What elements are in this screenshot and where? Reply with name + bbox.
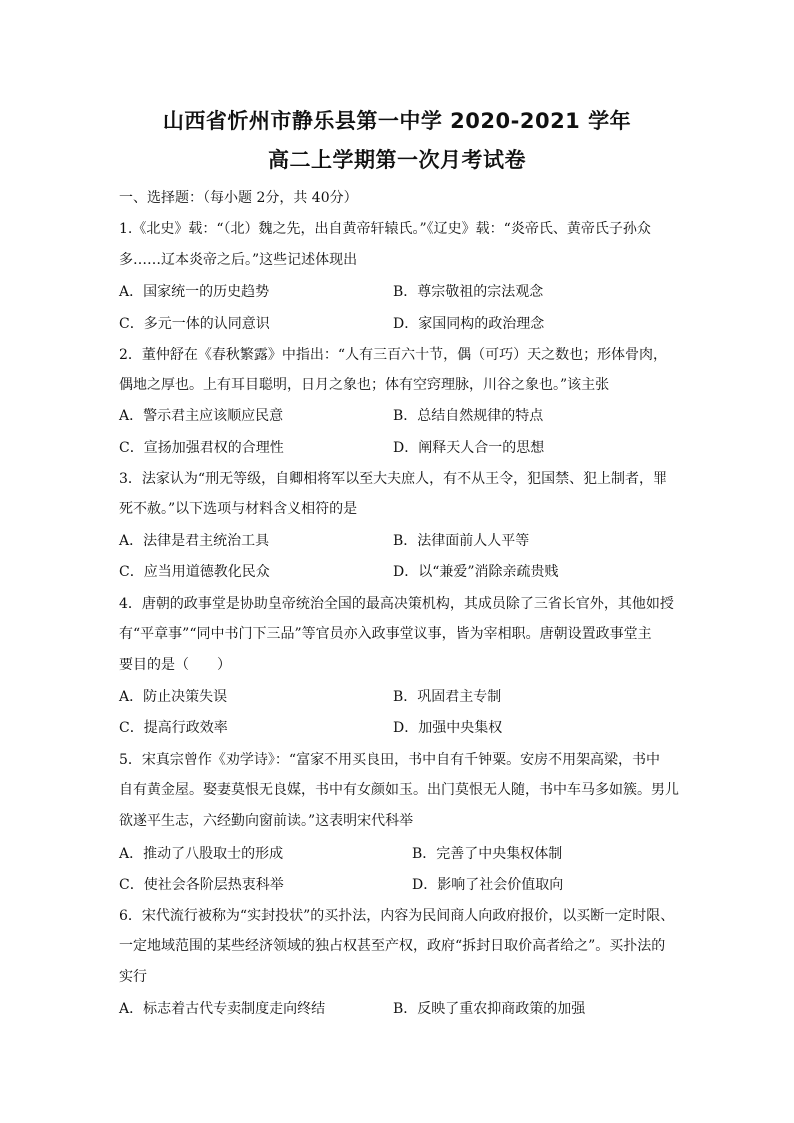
question-4-line-2: 有“平章事”“同中书门下三品”等官员亦入政事堂议事，皆为宰相职。唐朝设置政事堂主 bbox=[119, 626, 652, 642]
question-3-option-d: D．以“兼爱”消除亲疏贵贱 bbox=[393, 564, 559, 580]
question-3-option-a: A．法律是君主统治工具 bbox=[119, 533, 270, 549]
question-4-option-b: B．巩固君主专制 bbox=[393, 689, 502, 705]
question-6-line-3: 实行 bbox=[119, 969, 147, 985]
question-1-option-b: B．尊宗敬祖的宗法观念 bbox=[393, 284, 544, 300]
question-5-line-3: 欲遂平生志，六经勤向窗前读。”这表明宋代科举 bbox=[119, 813, 414, 829]
question-4-line-3: 要目的是（ ） bbox=[119, 657, 231, 673]
question-1-line-1: 1.《北史》载：“（北）魏之先，出自黄帝轩辕氏。”《辽史》载：“炎帝氏、黄帝氏子孙众 bbox=[119, 221, 651, 237]
question-5-option-b: B．完善了中央集权体制 bbox=[412, 846, 563, 862]
exam-title: 山西省忻州市静乐县第一中学 2020-2021 学年 bbox=[162, 109, 632, 133]
section-heading: 一、选择题：（每小题 2分，共 40分） bbox=[119, 190, 358, 206]
question-3-option-b: B．法律面前人人平等 bbox=[393, 533, 530, 549]
question-2-line-1: 2．董仲舒在《春秋繁露》中指出：“人有三百六十节，偶（可巧）天之数也；形体骨肉， bbox=[119, 347, 668, 363]
question-2-line-2: 偶地之厚也。上有耳目聪明，日月之象也；体有空窍理脉，川谷之象也。”该主张 bbox=[119, 377, 610, 393]
question-4-option-d: D．加强中央集权 bbox=[393, 720, 503, 736]
question-6-line-2: 一定地域范围的某些经济领域的独占权甚至产权，政府“拆封日取价高者给之”。买扑法的 bbox=[119, 938, 666, 954]
question-1-option-d: D．家国同构的政治理念 bbox=[393, 316, 545, 332]
question-5-option-a: A．推动了八股取士的形成 bbox=[119, 846, 284, 862]
question-6-option-b: B．反映了重农抑商政策的加强 bbox=[393, 1001, 586, 1017]
question-4-option-c: C．提高行政效率 bbox=[119, 720, 228, 736]
question-2-option-a: A．警示君主应该顺应民意 bbox=[119, 408, 284, 424]
exam-subtitle: 高二上学期第一次月考试卷 bbox=[268, 148, 526, 172]
question-1-line-2: 多……辽本炎帝之后。”这些记述体现出 bbox=[119, 252, 358, 268]
question-5-line-2: 自有黄金屋。娶妻莫恨无良媒，书中有女颜如玉。出门莫恨无人随，书中车马多如簇。男儿 bbox=[119, 782, 679, 798]
question-5-option-c: C．使社会各阶层热衷科举 bbox=[119, 877, 284, 893]
question-6-option-a: A．标志着古代专卖制度走向终结 bbox=[119, 1001, 326, 1017]
question-3-option-c: C．应当用道德教化民众 bbox=[119, 564, 270, 580]
question-4-line-1: 4．唐朝的政事堂是协助皇帝统治全国的最高决策机构，其成员除了三省长官外，其他如授 bbox=[119, 596, 674, 612]
question-6-line-1: 6．宋代流行被称为“实封投状”的买扑法，内容为民间商人向政府报价，以买断一定时限、 bbox=[119, 908, 675, 924]
question-2-option-b: B．总结自然规律的特点 bbox=[393, 408, 544, 424]
question-3-line-1: 3．法家认为“刑无等级，自卿相将军以至大夫庶人，有不从王令，犯国禁、犯上制者，罪 bbox=[119, 471, 668, 487]
question-1-option-c: C．多元一体的认同意识 bbox=[119, 316, 270, 332]
question-4-option-a: A．防止决策失误 bbox=[119, 689, 228, 705]
question-5-line-1: 5．宋真宗曾作《劝学诗》：“富家不用买良田，书中自有千钟粟。安房不用架高梁，书中 bbox=[119, 752, 661, 768]
question-5-option-d: D．影响了社会价值取向 bbox=[412, 877, 564, 893]
question-2-option-d: D．阐释天人合一的思想 bbox=[393, 440, 545, 456]
question-1-option-a: A．国家统一的历史趋势 bbox=[119, 284, 270, 300]
question-3-line-2: 死不赦。”以下选项与材料含义相符的是 bbox=[119, 501, 358, 517]
question-2-option-c: C．宣扬加强君权的合理性 bbox=[119, 440, 284, 456]
